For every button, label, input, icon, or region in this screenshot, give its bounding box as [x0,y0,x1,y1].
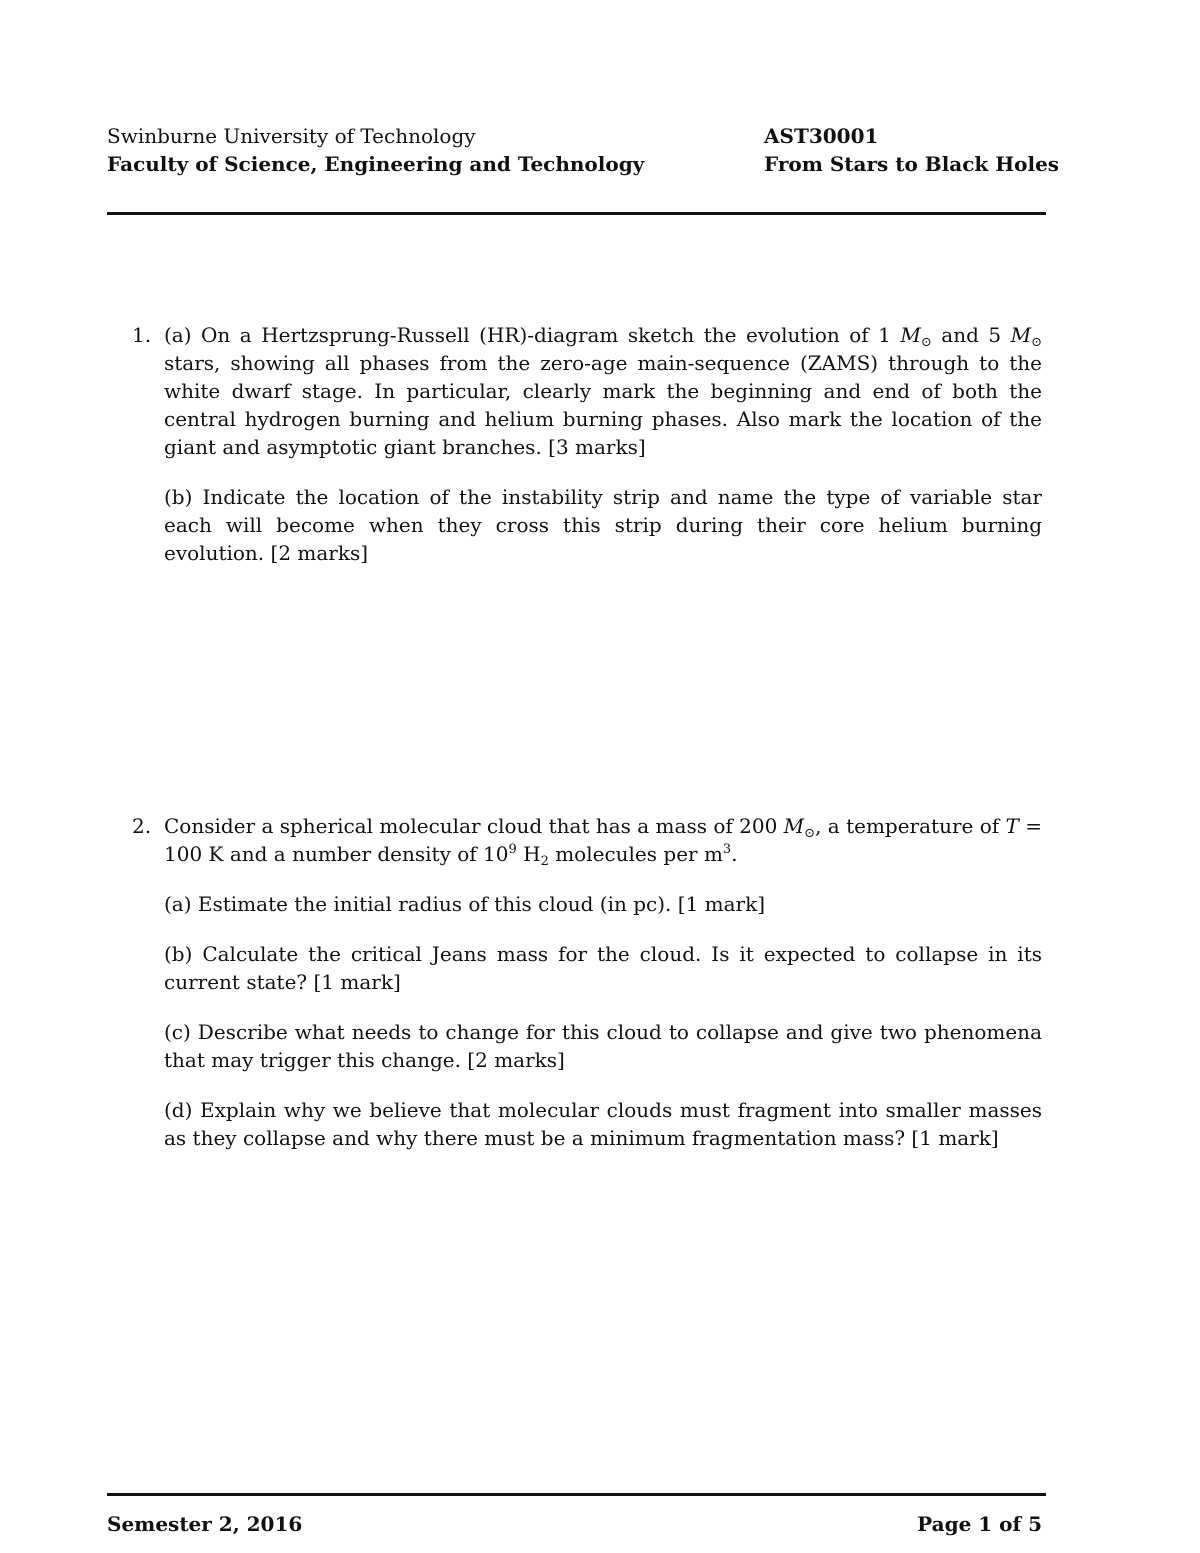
subscript: 2 [540,854,549,869]
footer-page-number: Page 1 of 5 [917,1512,1042,1536]
question-2 [132,812,1042,1174]
footer-semester: Semester 2, 2016 [107,1512,303,1536]
question-1 [132,321,1042,589]
question-2-part-b: (b) Calculate the critical Jeans mass for the cloud. Is it expected to collapse in its current state? [1 mark] [164,942,1042,994]
text-run: and 5 [931,323,1011,347]
exponent: 3 [722,842,732,857]
header-rule [107,212,1046,215]
unit-code: AST30001 [764,124,879,148]
question-2-intro [164,812,1042,868]
temperature-symbol: T [1005,814,1019,838]
question-number: 2. [132,814,152,838]
solar-mass-symbol: M [783,814,805,838]
question-2-part-c: (c) Describe what needs to change for this cloud to collapse and give two phenomena that may trigger this change. [2 marks] [164,1020,1042,1072]
header-right [764,122,1059,178]
text-run: molecules per m [548,842,723,866]
question-body [164,812,1042,1152]
question-1-part-a [164,321,1042,461]
text-run: H [516,842,541,866]
text-run: Consider a spherical molecular cloud that has a mass of 200 [164,814,784,838]
sun-symbol: ⊙ [804,826,816,841]
faculty-name: Faculty of Science, Engineering and Technology [107,152,645,176]
question-body [164,321,1042,567]
question-2-part-d: (d) Explain why we believe that molecular clouds must fragment into smaller masses as they collapse and why there must be a minimum fragmentation mass? [1 mark] [164,1098,1042,1150]
header-left [107,122,644,178]
text-run: = 100 K and a number density of 10 [164,814,1042,866]
solar-mass-symbol: M [900,323,921,347]
exponent: 9 [508,842,517,857]
sun-symbol: ⊙ [920,335,932,350]
text-run: stars, showing all phases from the zero-age main-sequence (ZAMS) through to the white dwarf stage. In particular, clearly mark the beginning and end of both the central hydrogen burning and helium burning phases. Also mark the location of the giant and asymptotic giant branches. [3 marks] [164,351,1042,459]
question-number: 1. [132,323,152,347]
question-2-part-a: (a) Estimate the initial radius of this cloud (in pc). [1 mark] [164,892,766,916]
unit-name: From Stars to Black Holes [764,152,1060,176]
question-1-part-b: (b) Indicate the location of the instability strip and name the type of variable star each will become when they cross this strip during their core helium burning evolution. [2 marks] [164,485,1042,565]
university-name: Swinburne University of Technology [107,124,476,148]
sun-symbol: ⊙ [1031,335,1042,350]
text-run: , a temperature of [815,814,1006,838]
text-run: (a) On a Hertzsprung-Russell (HR)-diagram sketch the evolution of 1 [164,323,901,347]
text-run: . [731,842,738,866]
solar-mass-symbol: M [1010,323,1032,347]
footer-rule [107,1493,1046,1496]
